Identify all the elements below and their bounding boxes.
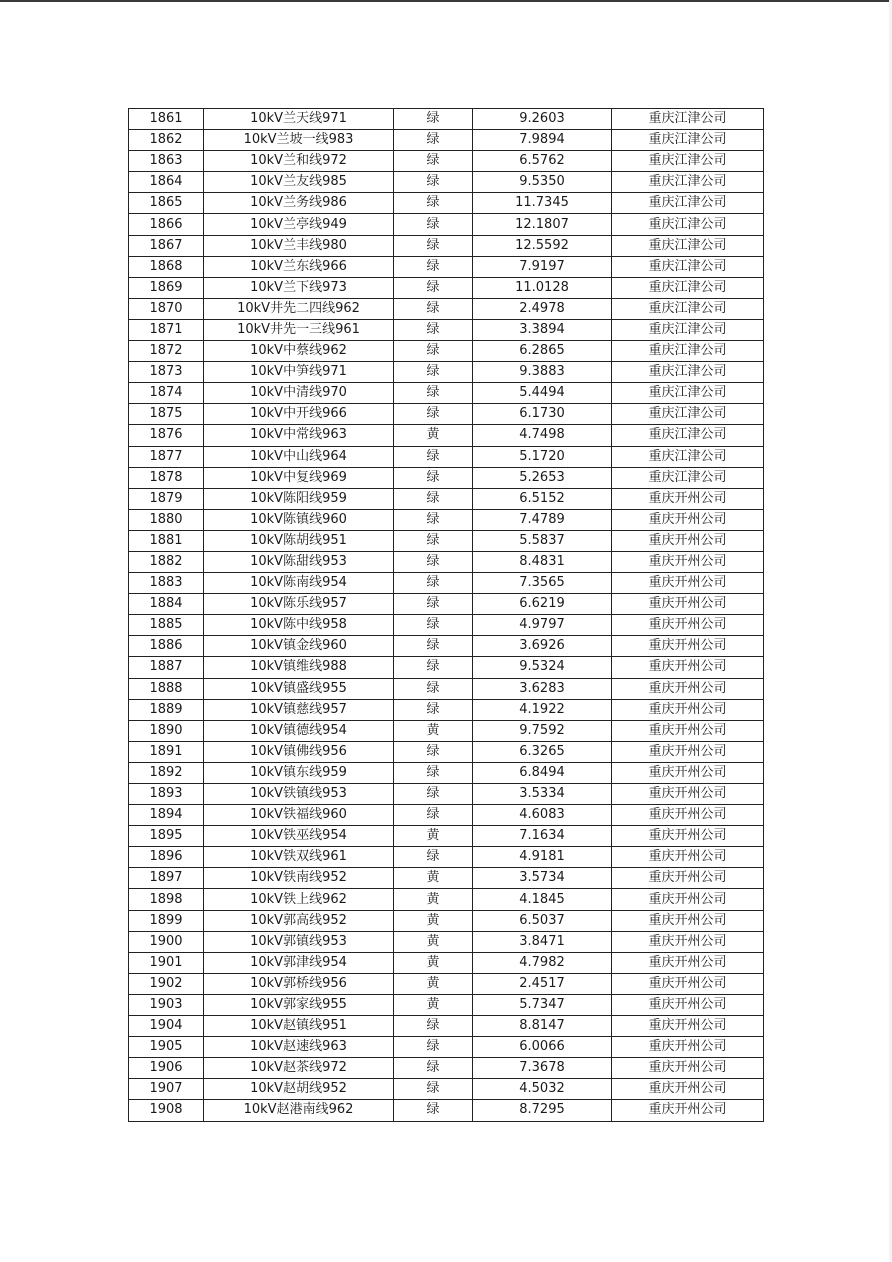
status-cell: 绿 <box>394 678 473 699</box>
status-cell: 绿 <box>394 446 473 467</box>
line-name-cell: 10kV郭桥线956 <box>204 973 394 994</box>
table-row <box>129 319 764 340</box>
company-cell: 重庆江津公司 <box>612 109 764 130</box>
line-name-cell: 10kV铁双线961 <box>204 847 394 868</box>
company-cell: 重庆江津公司 <box>612 193 764 214</box>
table-row <box>129 425 764 446</box>
value-cell: 4.7982 <box>473 952 612 973</box>
value-cell: 11.7345 <box>473 193 612 214</box>
value-cell: 12.5592 <box>473 235 612 256</box>
row-number-cell: 1882 <box>129 551 204 572</box>
row-number-cell: 1886 <box>129 636 204 657</box>
status-cell: 绿 <box>394 1100 473 1121</box>
line-name-cell: 10kV陈甜线953 <box>204 551 394 572</box>
value-cell: 6.3265 <box>473 741 612 762</box>
line-name-cell: 10kV兰天线971 <box>204 109 394 130</box>
row-number-cell: 1884 <box>129 594 204 615</box>
status-cell: 绿 <box>394 341 473 362</box>
value-cell: 6.5762 <box>473 151 612 172</box>
status-cell: 黄 <box>394 994 473 1015</box>
status-cell: 黄 <box>394 931 473 952</box>
line-name-cell: 10kV铁上线962 <box>204 889 394 910</box>
company-cell: 重庆江津公司 <box>612 256 764 277</box>
line-name-cell: 10kV陈中线958 <box>204 615 394 636</box>
table-row <box>129 994 764 1015</box>
value-cell: 3.5334 <box>473 784 612 805</box>
row-number-cell: 1906 <box>129 1058 204 1079</box>
row-number-cell: 1868 <box>129 256 204 277</box>
company-cell: 重庆开州公司 <box>612 573 764 594</box>
table-row <box>129 467 764 488</box>
value-cell: 7.9197 <box>473 256 612 277</box>
row-number-cell: 1881 <box>129 530 204 551</box>
status-cell: 黄 <box>394 952 473 973</box>
company-cell: 重庆江津公司 <box>612 277 764 298</box>
line-name-cell: 10kV兰亭线949 <box>204 214 394 235</box>
table-row <box>129 847 764 868</box>
table-row <box>129 551 764 572</box>
table-row <box>129 404 764 425</box>
company-cell: 重庆开州公司 <box>612 678 764 699</box>
line-name-cell: 10kV陈南线954 <box>204 573 394 594</box>
line-name-cell: 10kV镇慈线957 <box>204 699 394 720</box>
table-row <box>129 973 764 994</box>
company-cell: 重庆开州公司 <box>612 636 764 657</box>
row-number-cell: 1876 <box>129 425 204 446</box>
row-number-cell: 1874 <box>129 383 204 404</box>
status-cell: 绿 <box>394 298 473 319</box>
status-cell: 绿 <box>394 762 473 783</box>
company-cell: 重庆江津公司 <box>612 383 764 404</box>
value-cell: 5.7347 <box>473 994 612 1015</box>
company-cell: 重庆开州公司 <box>612 847 764 868</box>
status-cell: 绿 <box>394 636 473 657</box>
line-name-cell: 10kV中常线963 <box>204 425 394 446</box>
value-cell: 4.1845 <box>473 889 612 910</box>
line-name-cell: 10kV镇东线959 <box>204 762 394 783</box>
line-name-cell: 10kV兰下线973 <box>204 277 394 298</box>
value-cell: 6.8494 <box>473 762 612 783</box>
company-cell: 重庆开州公司 <box>612 931 764 952</box>
table-row <box>129 720 764 741</box>
line-name-cell: 10kV镇德线954 <box>204 720 394 741</box>
table-row <box>129 678 764 699</box>
table-row <box>129 615 764 636</box>
status-cell: 绿 <box>394 319 473 340</box>
table-row <box>129 762 764 783</box>
status-cell: 绿 <box>394 404 473 425</box>
row-number-cell: 1869 <box>129 277 204 298</box>
page-top-border <box>0 0 892 2</box>
value-cell: 6.2865 <box>473 341 612 362</box>
table-row <box>129 699 764 720</box>
value-cell: 4.5032 <box>473 1079 612 1100</box>
company-cell: 重庆江津公司 <box>612 130 764 151</box>
value-cell: 4.7498 <box>473 425 612 446</box>
row-number-cell: 1898 <box>129 889 204 910</box>
company-cell: 重庆开州公司 <box>612 1058 764 1079</box>
company-cell: 重庆江津公司 <box>612 362 764 383</box>
company-cell: 重庆江津公司 <box>612 151 764 172</box>
table-row <box>129 784 764 805</box>
line-name-cell: 10kV郭高线952 <box>204 910 394 931</box>
row-number-cell: 1891 <box>129 741 204 762</box>
row-number-cell: 1871 <box>129 319 204 340</box>
status-cell: 黄 <box>394 826 473 847</box>
line-name-cell: 10kV赵速线963 <box>204 1037 394 1058</box>
row-number-cell: 1885 <box>129 615 204 636</box>
value-cell: 11.0128 <box>473 277 612 298</box>
row-number-cell: 1896 <box>129 847 204 868</box>
status-cell: 绿 <box>394 530 473 551</box>
table-row <box>129 341 764 362</box>
value-cell: 3.6926 <box>473 636 612 657</box>
value-cell: 9.3883 <box>473 362 612 383</box>
row-number-cell: 1897 <box>129 868 204 889</box>
status-cell: 黄 <box>394 973 473 994</box>
value-cell: 2.4517 <box>473 973 612 994</box>
company-cell: 重庆开州公司 <box>612 1079 764 1100</box>
table-row <box>129 298 764 319</box>
line-name-cell: 10kV井先一三线961 <box>204 319 394 340</box>
table-row <box>129 1037 764 1058</box>
table-row <box>129 362 764 383</box>
status-cell: 绿 <box>394 172 473 193</box>
company-cell: 重庆开州公司 <box>612 868 764 889</box>
table-row <box>129 130 764 151</box>
company-cell: 重庆开州公司 <box>612 509 764 530</box>
company-cell: 重庆开州公司 <box>612 1100 764 1121</box>
company-cell: 重庆江津公司 <box>612 425 764 446</box>
value-cell: 4.1922 <box>473 699 612 720</box>
value-cell: 7.1634 <box>473 826 612 847</box>
line-name-cell: 10kV镇盛线955 <box>204 678 394 699</box>
line-name-cell: 10kV井先二四线962 <box>204 298 394 319</box>
row-number-cell: 1904 <box>129 1016 204 1037</box>
value-cell: 5.4494 <box>473 383 612 404</box>
value-cell: 9.5350 <box>473 172 612 193</box>
status-cell: 绿 <box>394 277 473 298</box>
value-cell: 6.5152 <box>473 488 612 509</box>
company-cell: 重庆开州公司 <box>612 805 764 826</box>
value-cell: 5.5837 <box>473 530 612 551</box>
status-cell: 黄 <box>394 868 473 889</box>
row-number-cell: 1870 <box>129 298 204 319</box>
table-row <box>129 741 764 762</box>
status-cell: 黄 <box>394 720 473 741</box>
company-cell: 重庆开州公司 <box>612 784 764 805</box>
table-row <box>129 1058 764 1079</box>
value-cell: 6.5037 <box>473 910 612 931</box>
row-number-cell: 1902 <box>129 973 204 994</box>
company-cell: 重庆开州公司 <box>612 488 764 509</box>
value-cell: 8.8147 <box>473 1016 612 1037</box>
company-cell: 重庆江津公司 <box>612 341 764 362</box>
company-cell: 重庆开州公司 <box>612 720 764 741</box>
table-row <box>129 277 764 298</box>
line-name-cell: 10kV郭家线955 <box>204 994 394 1015</box>
line-name-cell: 10kV赵港南线962 <box>204 1100 394 1121</box>
table-row <box>129 446 764 467</box>
table-row <box>129 657 764 678</box>
table-row <box>129 1079 764 1100</box>
table-row <box>129 383 764 404</box>
row-number-cell: 1888 <box>129 678 204 699</box>
row-number-cell: 1908 <box>129 1100 204 1121</box>
row-number-cell: 1895 <box>129 826 204 847</box>
line-name-cell: 10kV陈胡线951 <box>204 530 394 551</box>
table-row <box>129 952 764 973</box>
line-name-cell: 10kV兰坡一线983 <box>204 130 394 151</box>
line-name-cell: 10kV镇金线960 <box>204 636 394 657</box>
value-cell: 4.9181 <box>473 847 612 868</box>
row-number-cell: 1880 <box>129 509 204 530</box>
line-name-cell: 10kV铁福线960 <box>204 805 394 826</box>
company-cell: 重庆开州公司 <box>612 551 764 572</box>
company-cell: 重庆江津公司 <box>612 235 764 256</box>
line-name-cell: 10kV镇维线988 <box>204 657 394 678</box>
table-body <box>129 109 764 1122</box>
row-number-cell: 1867 <box>129 235 204 256</box>
status-cell: 绿 <box>394 1079 473 1100</box>
row-number-cell: 1865 <box>129 193 204 214</box>
table-row <box>129 889 764 910</box>
status-cell: 绿 <box>394 1037 473 1058</box>
row-number-cell: 1878 <box>129 467 204 488</box>
value-cell: 3.5734 <box>473 868 612 889</box>
line-name-cell: 10kV兰丰线980 <box>204 235 394 256</box>
company-cell: 重庆江津公司 <box>612 172 764 193</box>
value-cell: 6.0066 <box>473 1037 612 1058</box>
line-name-cell: 10kV中开线966 <box>204 404 394 425</box>
value-cell: 9.5324 <box>473 657 612 678</box>
row-number-cell: 1901 <box>129 952 204 973</box>
table-row <box>129 509 764 530</box>
status-cell: 绿 <box>394 488 473 509</box>
table-row <box>129 193 764 214</box>
company-cell: 重庆开州公司 <box>612 952 764 973</box>
feeder-line-table <box>128 108 764 1122</box>
line-name-cell: 10kV中清线970 <box>204 383 394 404</box>
row-number-cell: 1863 <box>129 151 204 172</box>
company-cell: 重庆开州公司 <box>612 741 764 762</box>
value-cell: 6.1730 <box>473 404 612 425</box>
row-number-cell: 1893 <box>129 784 204 805</box>
status-cell: 绿 <box>394 784 473 805</box>
line-name-cell: 10kV郭津线954 <box>204 952 394 973</box>
value-cell: 5.1720 <box>473 446 612 467</box>
row-number-cell: 1887 <box>129 657 204 678</box>
row-number-cell: 1889 <box>129 699 204 720</box>
value-cell: 9.2603 <box>473 109 612 130</box>
company-cell: 重庆江津公司 <box>612 467 764 488</box>
table-row <box>129 172 764 193</box>
status-cell: 黄 <box>394 425 473 446</box>
status-cell: 绿 <box>394 741 473 762</box>
status-cell: 黄 <box>394 889 473 910</box>
row-number-cell: 1873 <box>129 362 204 383</box>
line-name-cell: 10kV中笋线971 <box>204 362 394 383</box>
row-number-cell: 1864 <box>129 172 204 193</box>
company-cell: 重庆开州公司 <box>612 994 764 1015</box>
status-cell: 绿 <box>394 657 473 678</box>
row-number-cell: 1879 <box>129 488 204 509</box>
line-name-cell: 10kV赵胡线952 <box>204 1079 394 1100</box>
table-row <box>129 826 764 847</box>
value-cell: 7.4789 <box>473 509 612 530</box>
company-cell: 重庆江津公司 <box>612 298 764 319</box>
company-cell: 重庆开州公司 <box>612 1016 764 1037</box>
line-name-cell: 10kV镇佛线956 <box>204 741 394 762</box>
row-number-cell: 1899 <box>129 910 204 931</box>
company-cell: 重庆开州公司 <box>612 973 764 994</box>
company-cell: 重庆开州公司 <box>612 594 764 615</box>
row-number-cell: 1890 <box>129 720 204 741</box>
row-number-cell: 1862 <box>129 130 204 151</box>
row-number-cell: 1861 <box>129 109 204 130</box>
status-cell: 绿 <box>394 235 473 256</box>
table-row <box>129 530 764 551</box>
table-row <box>129 805 764 826</box>
value-cell: 6.6219 <box>473 594 612 615</box>
line-name-cell: 10kV铁镇线953 <box>204 784 394 805</box>
status-cell: 绿 <box>394 594 473 615</box>
line-name-cell: 10kV陈阳线959 <box>204 488 394 509</box>
company-cell: 重庆江津公司 <box>612 319 764 340</box>
row-number-cell: 1877 <box>129 446 204 467</box>
value-cell: 4.9797 <box>473 615 612 636</box>
table-row <box>129 1016 764 1037</box>
value-cell: 3.8471 <box>473 931 612 952</box>
company-cell: 重庆开州公司 <box>612 615 764 636</box>
line-name-cell: 10kV中复线969 <box>204 467 394 488</box>
line-name-cell: 10kV铁巫线954 <box>204 826 394 847</box>
line-name-cell: 10kV兰和线972 <box>204 151 394 172</box>
row-number-cell: 1883 <box>129 573 204 594</box>
table-row <box>129 214 764 235</box>
line-name-cell: 10kV铁南线952 <box>204 868 394 889</box>
status-cell: 绿 <box>394 699 473 720</box>
line-name-cell: 10kV兰友线985 <box>204 172 394 193</box>
value-cell: 8.7295 <box>473 1100 612 1121</box>
row-number-cell: 1903 <box>129 994 204 1015</box>
row-number-cell: 1894 <box>129 805 204 826</box>
company-cell: 重庆江津公司 <box>612 404 764 425</box>
company-cell: 重庆开州公司 <box>612 530 764 551</box>
table-row <box>129 910 764 931</box>
status-cell: 绿 <box>394 509 473 530</box>
table-row <box>129 256 764 277</box>
row-number-cell: 1892 <box>129 762 204 783</box>
company-cell: 重庆开州公司 <box>612 889 764 910</box>
row-number-cell: 1866 <box>129 214 204 235</box>
company-cell: 重庆开州公司 <box>612 657 764 678</box>
table-row <box>129 235 764 256</box>
table-row <box>129 109 764 130</box>
row-number-cell: 1900 <box>129 931 204 952</box>
status-cell: 绿 <box>394 214 473 235</box>
value-cell: 7.9894 <box>473 130 612 151</box>
table-row <box>129 636 764 657</box>
company-cell: 重庆开州公司 <box>612 826 764 847</box>
line-name-cell: 10kV赵镇线951 <box>204 1016 394 1037</box>
status-cell: 绿 <box>394 573 473 594</box>
table-row <box>129 151 764 172</box>
value-cell: 4.6083 <box>473 805 612 826</box>
table-row <box>129 931 764 952</box>
value-cell: 7.3565 <box>473 573 612 594</box>
company-cell: 重庆江津公司 <box>612 214 764 235</box>
status-cell: 绿 <box>394 130 473 151</box>
line-name-cell: 10kV中山线964 <box>204 446 394 467</box>
company-cell: 重庆开州公司 <box>612 1037 764 1058</box>
status-cell: 绿 <box>394 615 473 636</box>
company-cell: 重庆江津公司 <box>612 446 764 467</box>
table-row <box>129 488 764 509</box>
status-cell: 绿 <box>394 551 473 572</box>
value-cell: 7.3678 <box>473 1058 612 1079</box>
line-name-cell: 10kV陈乐线957 <box>204 594 394 615</box>
value-cell: 9.7592 <box>473 720 612 741</box>
status-cell: 绿 <box>394 1016 473 1037</box>
company-cell: 重庆开州公司 <box>612 699 764 720</box>
status-cell: 绿 <box>394 383 473 404</box>
table-row <box>129 573 764 594</box>
line-name-cell: 10kV赵茶线972 <box>204 1058 394 1079</box>
company-cell: 重庆开州公司 <box>612 762 764 783</box>
value-cell: 8.4831 <box>473 551 612 572</box>
status-cell: 绿 <box>394 467 473 488</box>
row-number-cell: 1907 <box>129 1079 204 1100</box>
status-cell: 绿 <box>394 256 473 277</box>
row-number-cell: 1875 <box>129 404 204 425</box>
line-name-cell: 10kV中蔡线962 <box>204 341 394 362</box>
value-cell: 5.2653 <box>473 467 612 488</box>
status-cell: 绿 <box>394 1058 473 1079</box>
status-cell: 黄 <box>394 910 473 931</box>
status-cell: 绿 <box>394 362 473 383</box>
line-name-cell: 10kV郭镇线953 <box>204 931 394 952</box>
value-cell: 12.1807 <box>473 214 612 235</box>
line-name-cell: 10kV兰务线986 <box>204 193 394 214</box>
row-number-cell: 1872 <box>129 341 204 362</box>
status-cell: 绿 <box>394 847 473 868</box>
value-cell: 3.3894 <box>473 319 612 340</box>
status-cell: 绿 <box>394 109 473 130</box>
line-name-cell: 10kV陈镇线960 <box>204 509 394 530</box>
status-cell: 绿 <box>394 805 473 826</box>
status-cell: 绿 <box>394 193 473 214</box>
table-row <box>129 1100 764 1121</box>
row-number-cell: 1905 <box>129 1037 204 1058</box>
value-cell: 2.4978 <box>473 298 612 319</box>
status-cell: 绿 <box>394 151 473 172</box>
company-cell: 重庆开州公司 <box>612 910 764 931</box>
line-name-cell: 10kV兰东线966 <box>204 256 394 277</box>
value-cell: 3.6283 <box>473 678 612 699</box>
table-row <box>129 868 764 889</box>
table-row <box>129 594 764 615</box>
